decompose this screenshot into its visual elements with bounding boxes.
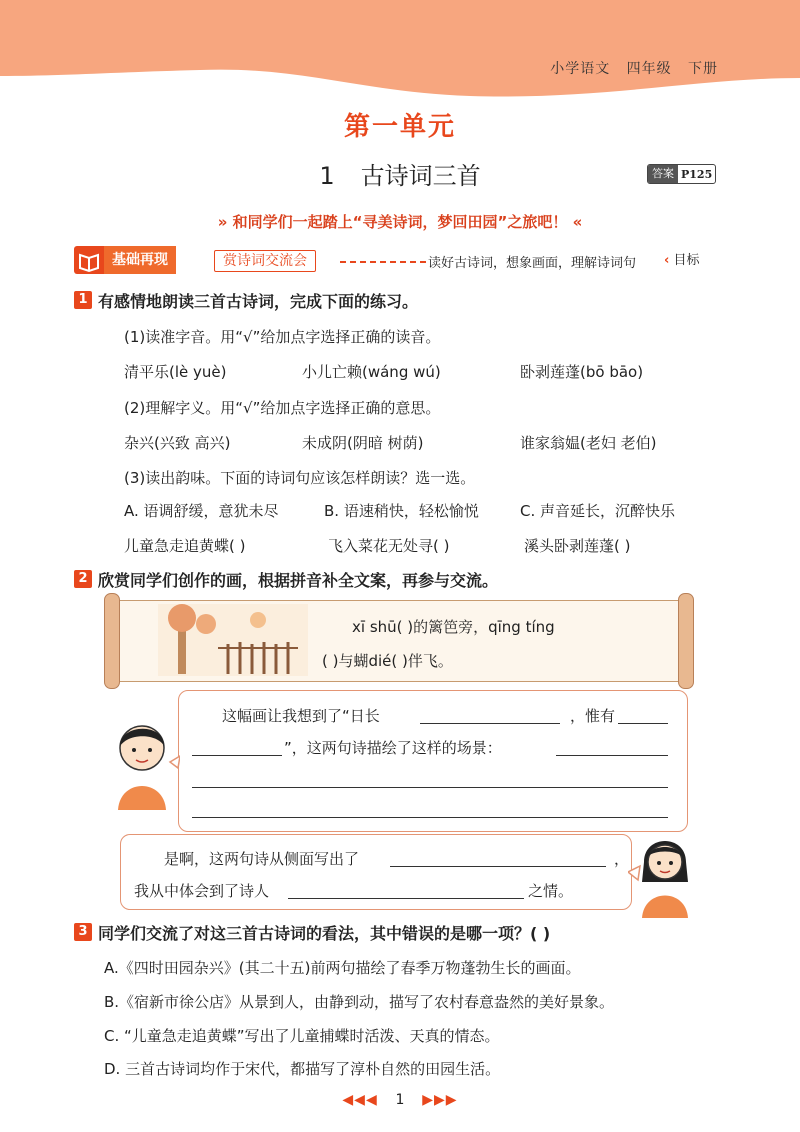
answer-choice[interactable]: 清平乐(lè yuè) xyxy=(124,363,227,381)
question-number: 1 xyxy=(74,291,92,309)
option-text: B.《宿新市徐公店》从景到人，由静到动，描写了农村春意盎然的美好景象。 xyxy=(104,993,615,1011)
answer-choice[interactable]: 卧剥莲蓬(bō bāo) xyxy=(520,363,644,381)
answer-reference xyxy=(647,164,716,184)
answer-blank[interactable] xyxy=(288,897,524,899)
question-part: (3)读出韵味。下面的诗词句应该怎样朗读？选一选。 xyxy=(124,469,476,487)
bubble-text: ，惟有 xyxy=(570,707,616,725)
answer-blank[interactable] xyxy=(556,754,668,756)
option-text: D. 三首古诗词均作于宋代，都描写了淳朴自然的田园生活。 xyxy=(104,1060,501,1078)
answer-label: 答案 xyxy=(648,165,678,183)
answer-blank[interactable] xyxy=(192,786,668,788)
answer-blank-item[interactable]: 儿童急走追黄蝶( ) xyxy=(124,537,246,555)
question-part: (2)理解字义。用“√”给加点字选择正确的意思。 xyxy=(124,399,441,417)
scroll-text[interactable]: ( )与蝴dié( )伴飞。 xyxy=(322,652,453,670)
bubble-text: ， xyxy=(614,850,630,868)
answer-blank-item[interactable]: 飞入菜花无处寻( ) xyxy=(328,537,450,555)
book-icon xyxy=(74,246,104,274)
unit-title: 第一单元 xyxy=(343,112,456,142)
triangle-left-icon: ◀◀◀ xyxy=(342,1092,378,1108)
answer-page: P125 xyxy=(681,167,713,181)
option-text: A. 语调舒缓，意犹未尽 xyxy=(124,502,279,520)
question-title[interactable]: 同学们交流了对这三首古诗词的看法，其中错误的是哪一项？( ) xyxy=(98,924,551,943)
option-text: B. 语速稍快，轻松愉悦 xyxy=(324,502,479,520)
option-text: C. “儿童急走追黄蝶”写出了儿童捕蝶时活泼、天真的情态。 xyxy=(104,1027,500,1045)
header-info: 小学语文 四年级 下册 xyxy=(550,61,718,77)
header-wave xyxy=(0,0,800,110)
girl-avatar xyxy=(628,826,698,918)
answer-choice[interactable]: 未成阴(阴暗 树荫) xyxy=(302,434,424,452)
answer-blank[interactable] xyxy=(420,722,560,724)
triangle-right-icon: ▶▶▶ xyxy=(422,1092,458,1108)
bubble-text: 是啊，这两句诗从侧面写出了 xyxy=(164,850,360,868)
page-number: 1 xyxy=(395,1092,405,1108)
question-title: 有感情地朗读三首古诗词，完成下面的练习。 xyxy=(98,292,419,311)
question-number: 2 xyxy=(74,570,92,588)
boy-avatar xyxy=(112,716,180,810)
answer-blank-item[interactable]: 溪头卧剥莲蓬( ) xyxy=(524,537,631,555)
option-text: A.《四时田园杂兴》(其二十五)前两句描绘了春季万物蓬勃生长的画面。 xyxy=(104,959,581,977)
scroll-roller-right xyxy=(678,593,694,689)
option-text: C. 声音延长，沉醉快乐 xyxy=(520,502,676,520)
chevron-left-icon: ‹ xyxy=(664,253,670,268)
answer-choice[interactable]: 小儿亡赖(wáng wú) xyxy=(302,363,441,381)
double-chevron-right-icon: » xyxy=(217,213,228,231)
question-title: 欣赏同学们创作的画，根据拼音补全文案，再参与交流。 xyxy=(98,571,499,590)
answer-blank[interactable] xyxy=(618,722,668,724)
dashed-divider xyxy=(340,261,426,263)
answer-blank[interactable] xyxy=(192,754,282,756)
bubble-text: 之情。 xyxy=(528,882,574,900)
answer-choice[interactable]: 谁家翁媪(老妇 老伯) xyxy=(520,434,657,452)
section-sub-label: 赏诗词交流会 xyxy=(214,250,316,272)
lesson-number: 1 xyxy=(319,162,335,190)
garden-painting xyxy=(158,604,308,676)
section-goal: 读好古诗词，想象画面，理解诗词句 xyxy=(428,256,637,271)
bubble-text: ”，这两句诗描绘了这样的场景： xyxy=(284,739,502,757)
answer-blank[interactable] xyxy=(390,865,606,867)
section-label: 基础再现 xyxy=(104,246,176,274)
question-number: 3 xyxy=(74,923,92,941)
scroll-text[interactable]: xī shū( )的篱笆旁，qīng tíng xyxy=(352,618,555,636)
answer-blank[interactable] xyxy=(192,816,668,818)
answer-choice[interactable]: 杂兴(兴致 高兴) xyxy=(124,434,231,452)
slogan: » 和同学们一起踏上“寻美诗词，梦回田园”之旅吧！ « xyxy=(217,213,583,231)
question-part: (1)读准字音。用“√”给加点字选择正确的读音。 xyxy=(124,328,441,346)
lesson-name: 古诗词三首 xyxy=(360,162,481,190)
goal-tag: ‹ 目标 xyxy=(664,253,700,268)
bubble-text: 我从中体会到了诗人 xyxy=(134,882,270,900)
double-chevron-left-icon: « xyxy=(572,213,583,231)
scroll-roller-left xyxy=(104,593,120,689)
page-footer xyxy=(0,1092,800,1108)
bubble-text: 这幅画让我想到了“日长 xyxy=(222,707,380,725)
